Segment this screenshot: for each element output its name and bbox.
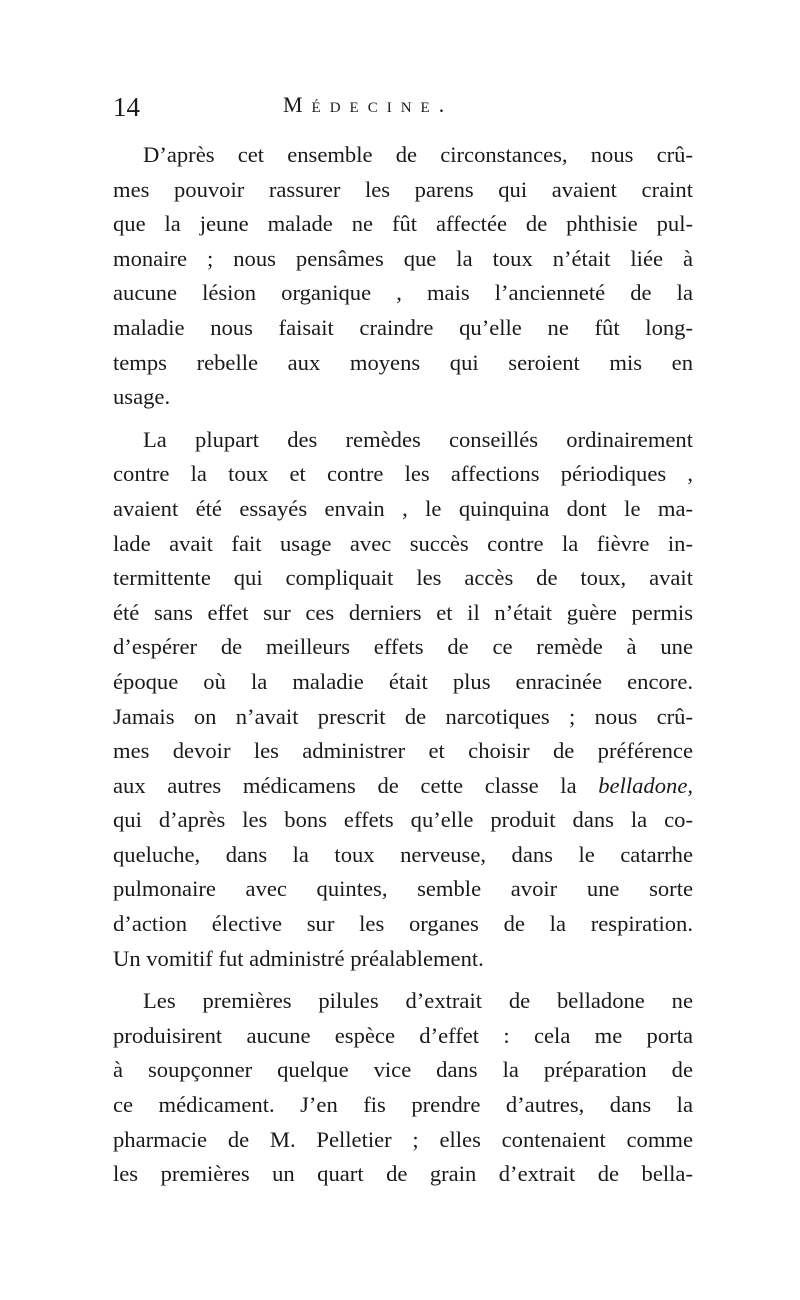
text-line: avaient été essayés envain , le quinquina dont le ma- xyxy=(113,495,693,521)
text-line: été sans effet sur ces derniers et il n’était guère permis xyxy=(113,599,693,625)
text-line: contre la toux et contre les affections périodiques , xyxy=(113,461,693,487)
text-line: pharmacie de M. Pelletier ; elles contenaient comme xyxy=(113,1126,693,1152)
text-line: usage. xyxy=(113,384,171,410)
text-line: à soupçonner quelque vice dans la préparation de xyxy=(113,1057,693,1083)
paragraph xyxy=(113,138,693,415)
text-line: La plupart des remèdes conseillés ordinairement xyxy=(143,426,693,452)
text-line: pulmonaire avec quintes, semble avoir une sorte xyxy=(113,876,693,902)
text-line: qui d’après les bons effets qu’elle produit dans la co- xyxy=(113,807,693,833)
text-line: mes pouvoir rassurer les parens qui avaient craint xyxy=(113,176,693,202)
page-header xyxy=(113,92,693,136)
text-line: monaire ; nous pensâmes que la toux n’était liée à xyxy=(113,245,693,271)
text-line: D’après cet ensemble de circonstances, nous crû- xyxy=(143,142,693,167)
text-line: produisirent aucune espèce d’effet : cela me porta xyxy=(113,1022,693,1048)
text-line: que la jeune malade ne fût affectée de phthisie pul- xyxy=(113,211,693,237)
page-number: 14 xyxy=(113,92,140,122)
text-line xyxy=(113,769,693,804)
text-line: aucune lésion organique , mais l’ancienneté de la xyxy=(113,280,693,306)
text-line: Les premières pilules d’extrait de belladone ne xyxy=(143,988,693,1014)
text-line-start: aux autres médicamens de cette classe la xyxy=(113,772,599,798)
text-line: Un vomitif fut administré préalablement. xyxy=(113,945,484,971)
italic-word: belladone, xyxy=(598,772,693,798)
text-line: d’espérer de meilleurs effets de ce remède à une xyxy=(113,634,693,660)
text-line: les premières un quart de grain d’extrait de bella- xyxy=(113,1161,693,1187)
text-line: mes devoir les administrer et choisir de préférence xyxy=(113,738,693,764)
body-text xyxy=(113,138,693,1192)
text-line: queluche, dans la toux nerveuse, dans le catarrhe xyxy=(113,841,693,867)
text-line: ce médicament. J’en fis prendre d’autres, dans la xyxy=(113,1092,693,1118)
text-line: d’action élective sur les organes de la respiration. xyxy=(113,911,693,937)
text-line: termittente qui compliquait les accès de toux, avait xyxy=(113,565,693,591)
running-head: Médecine. xyxy=(283,92,454,117)
text-line: maladie nous faisait craindre qu’elle ne fût long- xyxy=(113,314,693,340)
text-line: Jamais on n’avait prescrit de narcotiques ; nous crû- xyxy=(113,703,693,729)
text-line: lade avait fait usage avec succès contre la fièvre in- xyxy=(113,530,693,556)
paragraph xyxy=(113,984,693,1192)
text-line: époque où la maladie était plus enracinée encore. xyxy=(113,668,693,694)
text-line: temps rebelle aux moyens qui seroient mis en xyxy=(113,349,693,375)
paragraph xyxy=(113,423,693,977)
